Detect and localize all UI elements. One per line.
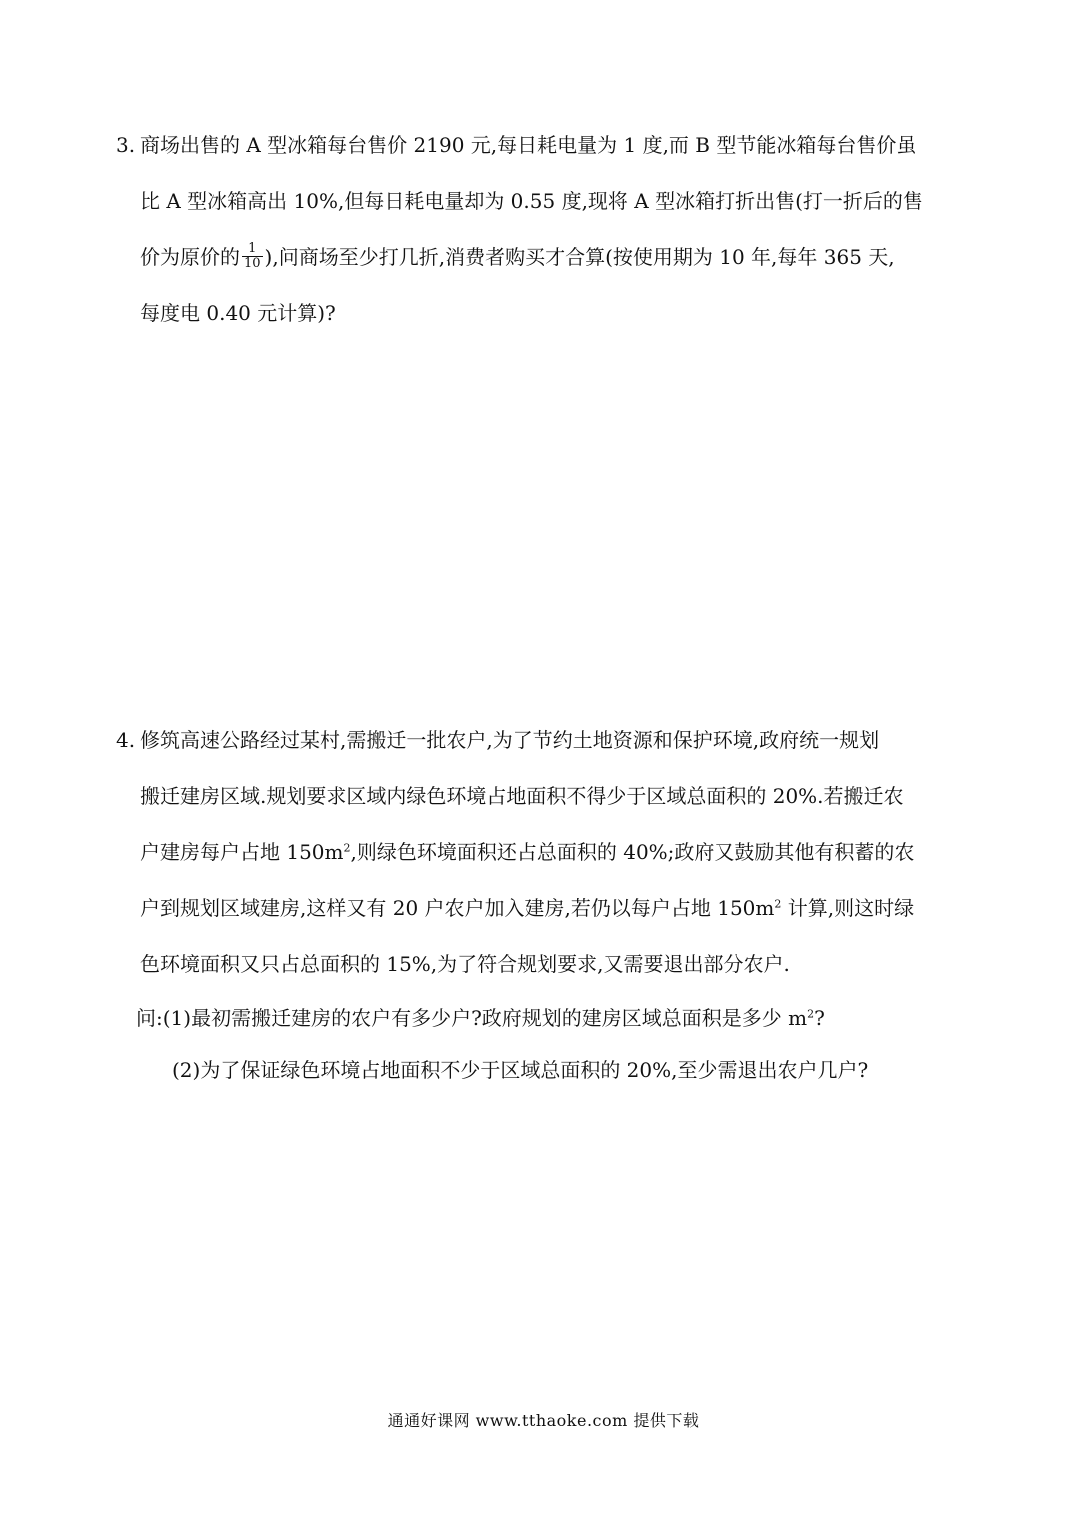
problem-4-text-4b: 计算,则这时绿 (781, 896, 915, 920)
problem-4-line-5: 色环境面积又只占总面积的 15%,为了符合规划要求,又需要退出部分农户. (140, 952, 790, 976)
problem-4-number: 4. (116, 728, 136, 752)
fraction-numerator: 1 (242, 242, 263, 257)
problem-3 (116, 117, 966, 341)
problem-3-line-1 (116, 117, 966, 173)
problem-4-line-1 (116, 712, 966, 768)
fraction-one-tenth (242, 242, 263, 271)
problem-4-text-3b: ,则绿色环境面积还占总面积的 40%;政府又鼓励其他有积蓄的农 (350, 840, 915, 864)
page-footer: 通通好课网 www.tthaoke.com 提供下载 (387, 1411, 700, 1430)
fraction-denominator: 10 (244, 256, 261, 271)
question-1-text: 问:(1)最初需搬迁建房的农户有多少户?政府规划的建房区域总面积是多少 m (136, 1006, 808, 1030)
problem-4-question-2: (2)为了保证绿色环境占地面积不少于区域总面积的 20%,至少需退出农户几户? (172, 1058, 869, 1082)
problem-4 (116, 712, 966, 1096)
superscript-2: 2 (807, 1007, 815, 1021)
problem-4-question-1 (116, 992, 966, 1044)
superscript-2: 2 (774, 897, 782, 911)
superscript-2: 2 (343, 841, 351, 855)
problem-4-text-3a: 户建房每户占地 150m (140, 840, 344, 864)
problem-3-line-2: 比 A 型冰箱高出 10%,但每日耗电量却为 0.55 度,现将 A 型冰箱打折出售(打一折后的售 (140, 189, 923, 213)
problem-4-line-2: 搬迁建房区域.规划要求区域内绿色环境占地面积不得少于区域总面积的 20%.若搬迁农 (140, 784, 904, 808)
problem-4-text-1: 修筑高速公路经过某村,需搬迁一批农户,为了节约土地资源和保护环境,政府统一规划 (140, 728, 880, 752)
question-1-mark: ? (814, 1006, 825, 1030)
problem-3-text-3a: 价为原价的 (140, 245, 240, 269)
problem-4-line-4 (116, 880, 966, 936)
problem-3-line-4: 每度电 0.40 元计算)? (140, 301, 336, 325)
problem-3-text-3b: ),问商场至少打几折,消费者购买才合算(按使用期为 10 年,每年 365 天, (264, 245, 895, 269)
problem-3-number: 3. (116, 133, 136, 157)
problem-3-text-1: 商场出售的 A 型冰箱每台售价 2190 元,每日耗电量为 1 度,而 B 型节能冰箱每台售价虽 (140, 133, 917, 157)
problem-3-line-3 (116, 229, 966, 285)
problem-4-text-4a: 户到规划区域建房,这样又有 20 户农户加入建房,若仍以每户占地 150m (140, 896, 775, 920)
problem-4-line-3 (116, 824, 966, 880)
